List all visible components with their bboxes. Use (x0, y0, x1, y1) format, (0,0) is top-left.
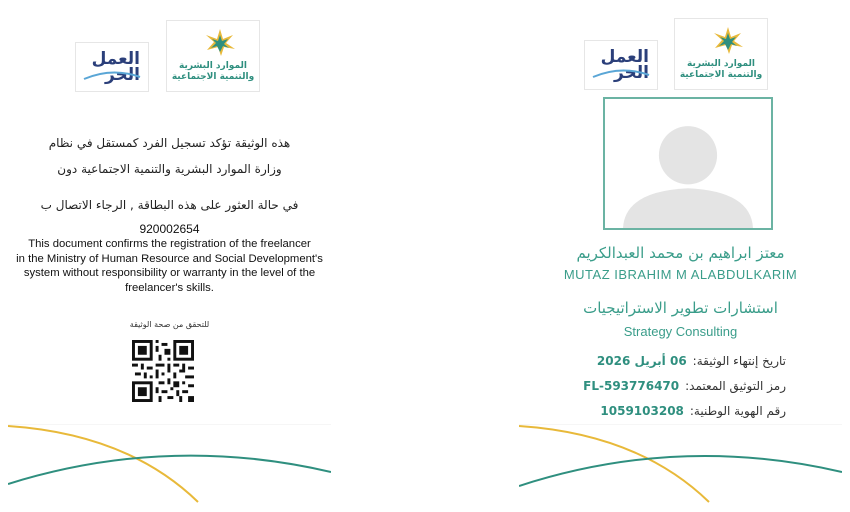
freelance-logo (75, 42, 149, 92)
decorative-waves (8, 424, 331, 504)
profile-photo (603, 97, 773, 230)
ministry-star-icon (711, 25, 745, 55)
qr-label: للتحقق من صحة الوثيقة (129, 320, 210, 329)
freelance-logo-line2: الحر (613, 63, 649, 83)
back-english-line-1: This document confirms the registration of the freelancer (28, 238, 311, 250)
certification-code-value: FL-593776470 (583, 379, 680, 393)
profession-arabic: استشارات تطوير الاستراتيجيات (583, 299, 778, 317)
back-english-line-2: in the Ministry of Human Resource and Social Development's (16, 252, 323, 265)
back-english-text (8, 237, 331, 295)
freelance-logo (584, 40, 658, 90)
freelance-logo-line1: العمل (600, 47, 649, 67)
id-card-front (519, 8, 842, 504)
back-english-line-4: freelancer's skills. (125, 281, 214, 294)
holder-name-arabic: معتز ابراهيم بن محمد العبدالكريم (576, 244, 785, 262)
freelance-logo-swoosh-icon (82, 65, 142, 85)
id-card-back (8, 8, 331, 504)
back-phone-number: 920002654 (139, 222, 200, 236)
ministry-logo (674, 18, 768, 90)
ministry-logo (166, 20, 260, 92)
certification-code-row (583, 379, 786, 393)
qr-code-icon[interactable] (132, 340, 194, 402)
expiry-date-label: تاريخ إنتهاء الوثيقة: (692, 354, 786, 368)
ministry-logo-line1: الموارد البشرية (179, 61, 247, 71)
certification-code-label: رمز التوثيق المعتمد: (685, 379, 786, 393)
back-arabic-line-2: وزارة الموارد البشرية والتنمية الاجتماعية دون (57, 162, 282, 176)
back-english-line-3: system without responsibility or warranty in the level of the (23, 267, 316, 279)
avatar-placeholder-icon (605, 99, 771, 228)
decorative-waves (519, 424, 842, 504)
national-id-value: 1059103208 (600, 404, 684, 418)
expiry-date-value: 06 أبريل 2026 (596, 354, 687, 368)
national-id-label: رقم الهوية الوطنية: (689, 404, 786, 418)
freelance-logo-line1: العمل (91, 49, 140, 69)
freelance-logo-swoosh-icon (591, 63, 651, 83)
national-id-row (600, 404, 786, 418)
expiry-date-row (597, 354, 786, 368)
back-arabic-line-3: في حالة العثور على هذه البطاقة , الرجاء الاتصال ب (40, 198, 299, 212)
ministry-logo-line2: والتنمية الاجتماعية (679, 70, 763, 80)
holder-name-english: MUTAZ IBRAHIM M ALABDULKARIM (563, 267, 798, 282)
ministry-logo-line1: الموارد البشرية (687, 59, 755, 69)
ministry-star-icon (203, 27, 237, 57)
profession-english: Strategy Consulting (623, 324, 738, 339)
back-arabic-line-1: هذه الوثيقة تؤكد تسجيل الفرد كمستقل في نظام (48, 136, 291, 150)
freelance-logo-line2: الحر (104, 65, 140, 85)
ministry-logo-line2: والتنمية الاجتماعية (171, 72, 255, 82)
